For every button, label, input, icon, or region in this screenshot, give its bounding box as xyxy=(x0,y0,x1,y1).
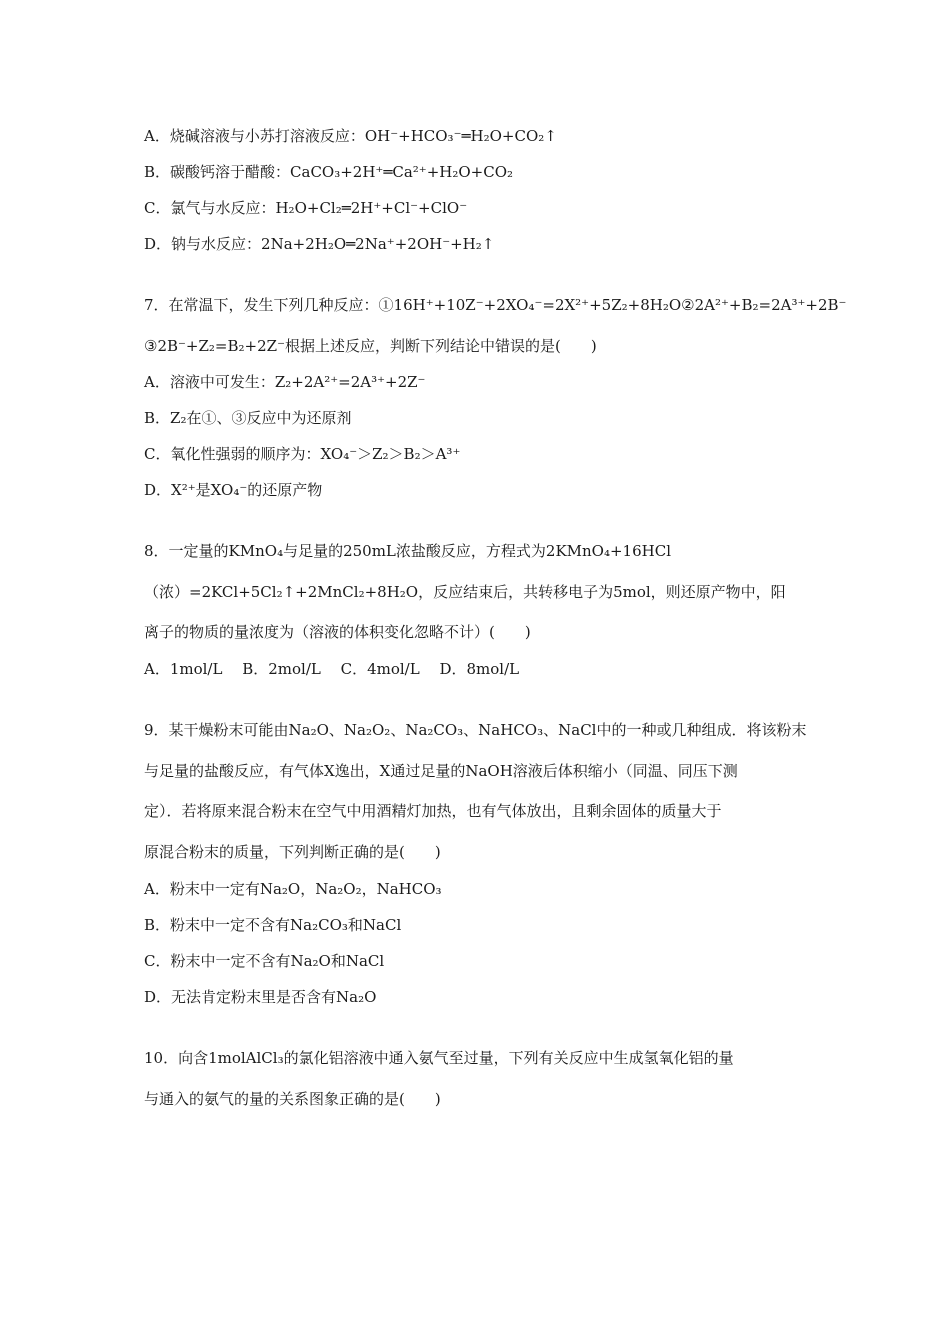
q9-option-b: B．粉末中一定不含有Na₂CO₃和NaCl xyxy=(144,916,402,934)
q7-stem-line-2: ③2B⁻+Z₂=B₂+2Z⁻根据上述反应，判断下列结论中错误的是( ) xyxy=(144,337,597,355)
q10-stem-line-2: 与通入的氨气的量的关系图象正确的是( ) xyxy=(144,1090,441,1108)
q7-stem-line-1: 7．在常温下，发生下列几种反应：①16H⁺+10Z⁻+2XO₄⁻=2X²⁺+5Z₂+8H₂O②2A²⁺+B₂=2A³⁺+2B⁻ xyxy=(144,296,847,314)
q9-option-c: C．粉末中一定不含有Na₂O和NaCl xyxy=(144,952,385,970)
q8-stem-line-1: 8．一定量的KMnO₄与足量的250mL浓盐酸反应，方程式为2KMnO₄+16HCl xyxy=(144,542,671,560)
q9-option-a: A．粉末中一定有Na₂O，Na₂O₂，NaHCO₃ xyxy=(144,880,442,898)
q6-option-c: C．氯气与水反应：H₂O+Cl₂═2H⁺+Cl⁻+ClO⁻ xyxy=(144,199,468,217)
q7-option-b: B．Z₂在①、③反应中为还原剂 xyxy=(144,409,352,427)
q8-stem-line-3: 离子的物质的量浓度为（溶液的体积变化忽略不计）( ) xyxy=(144,623,531,641)
q9-stem-line-3: 定）．若将原来混合粉末在空气中用酒精灯加热，也有气体放出，且剩余固体的质量大于 xyxy=(144,802,722,820)
q8-options: A．1mol/L B．2mol/L C．4mol/L D．8mol/L xyxy=(144,660,520,678)
q10-stem-line-1: 10．向含1molAlCl₃的氯化铝溶液中通入氨气至过量，下列有关反应中生成氢氧化铝的量 xyxy=(144,1049,734,1067)
q7-option-d: D．X²⁺是XO₄⁻的还原产物 xyxy=(144,481,323,499)
q7-option-a: A．溶液中可发生：Z₂+2A²⁺=2A³⁺+2Z⁻ xyxy=(144,373,426,391)
q6-option-b: B．碳酸钙溶于醋酸：CaCO₃+2H⁺═Ca²⁺+H₂O+CO₂ xyxy=(144,163,514,181)
q9-stem-line-1: 9．某干燥粉末可能由Na₂O、Na₂O₂、Na₂CO₃、NaHCO₃、NaCl中的一种或几种组成．将该粉末 xyxy=(144,721,807,739)
q7-option-c: C．氧化性强弱的顺序为：XO₄⁻＞Z₂＞B₂＞A³⁺ xyxy=(144,445,461,463)
q6-option-a: A．烧碱溶液与小苏打溶液反应：OH⁻+HCO₃⁻═H₂O+CO₂↑ xyxy=(144,127,557,145)
q6-option-d: D．钠与水反应：2Na+2H₂O═2Na⁺+2OH⁻+H₂↑ xyxy=(144,235,495,253)
q9-option-d: D．无法肯定粉末里是否含有Na₂O xyxy=(144,988,377,1006)
q9-stem-line-2: 与足量的盐酸反应，有气体X逸出，X通过足量的NaOH溶液后体积缩小（同温、同压下测 xyxy=(144,762,738,780)
q9-stem-line-4: 原混合粉末的质量，下列判断正确的是( ) xyxy=(144,843,441,861)
q8-stem-line-2: （浓）=2KCl+5Cl₂↑+2MnCl₂+8H₂O，反应结束后，共转移电子为5mol，则还原产物中，阳 xyxy=(144,583,786,601)
